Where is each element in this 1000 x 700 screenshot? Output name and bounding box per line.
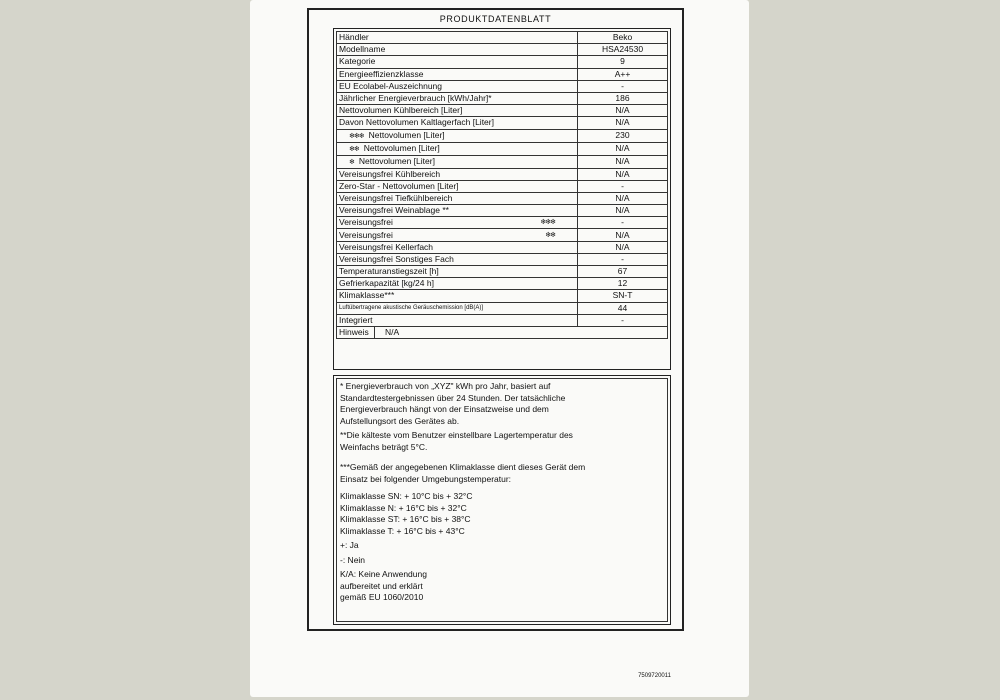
snowflake-rating-icon: ❄❄❄ (540, 219, 555, 227)
data-row (337, 32, 668, 44)
snowflake-rating-icon: ❄❄❄ (349, 132, 364, 140)
row-value: SN-T (578, 290, 668, 302)
row-value: N/A (578, 117, 668, 129)
row-value: N/A (578, 155, 668, 168)
row-value: - (578, 314, 668, 326)
row-label: Vereisungsfrei Weinablage ** (339, 205, 449, 216)
note-line: Standardtestergebnissen über 24 Stunden. Der tatsächliche (340, 392, 566, 403)
row-value: N/A (578, 142, 668, 155)
row-label: Vereisungsfrei (339, 217, 393, 228)
row-label: Kategorie (339, 56, 376, 67)
note-line: Aufstellungsort des Gerätes ab. (340, 415, 460, 426)
row-value: N/A (578, 192, 668, 204)
note-line: gemäß EU 1060/2010 (340, 592, 424, 602)
data-row (337, 56, 668, 68)
row-label: Klimaklasse*** (339, 290, 395, 301)
row-value: 186 (578, 92, 668, 104)
data-row (337, 44, 668, 56)
data-row (337, 155, 668, 168)
row-value: HSA24530 (578, 44, 668, 56)
data-row (337, 241, 668, 253)
row-label: Luftübertragene akustische Geräuschemission [dB(A)] (339, 304, 484, 311)
data-row (337, 142, 668, 155)
row-value: 12 (578, 278, 668, 290)
data-row (337, 180, 668, 192)
datasheet-title: PRODUKTDATENBLATT (439, 14, 552, 24)
row-label: Energieeffizienzklasse (339, 68, 424, 79)
row-value: N/A (578, 168, 668, 180)
note-line: +: Ja (340, 540, 359, 550)
product-data-table-box (333, 28, 671, 370)
row-label: Nettovolumen [Liter] (368, 129, 445, 140)
row-value: N/A (578, 241, 668, 253)
row-label: Integriert (339, 314, 373, 325)
note-line: Klimaklasse SN: + 10°C bis + 32°C (340, 491, 473, 501)
row-value: N/A (578, 105, 668, 117)
data-row (337, 168, 668, 180)
row-label: Nettovolumen Kühlbereich [Liter] (339, 105, 463, 116)
note-line: Klimaklasse ST: + 16°C bis + 38°C (340, 514, 471, 524)
datasheet-frame (307, 8, 684, 631)
note-line: ***Gemäß der angegebenen Klimaklasse dient dieses Gerät dem (340, 462, 586, 472)
row-label: Händler (339, 32, 369, 43)
data-row (337, 314, 668, 326)
note-line: Energieverbrauch hängt von der Einsatzweise und dem (340, 404, 549, 414)
row-value: N/A (578, 229, 668, 241)
row-value: - (578, 180, 668, 192)
hinweis-row (337, 326, 668, 338)
row-value: N/A (578, 205, 668, 217)
document-page (250, 0, 749, 697)
row-value: A++ (578, 68, 668, 80)
data-row (337, 80, 668, 92)
data-row (337, 129, 668, 142)
hinweis-label: Hinweis (337, 327, 375, 338)
row-value: 9 (578, 56, 668, 68)
data-row (337, 266, 668, 278)
row-label: Jährlicher Energieverbrauch [kWh/Jahr]* (339, 93, 492, 104)
snowflake-rating-icon: ❄❄ (349, 145, 359, 153)
data-row (337, 229, 668, 241)
row-value: - (578, 253, 668, 265)
row-label: Nettovolumen [Liter] (358, 155, 435, 166)
row-value: Beko (578, 32, 668, 44)
product-data-table (336, 31, 668, 339)
data-row (337, 205, 668, 217)
data-row (337, 302, 668, 314)
data-row (337, 278, 668, 290)
data-row (337, 290, 668, 302)
note-line: -: Nein (340, 554, 366, 565)
note-line: Klimaklasse T: + 16°C bis + 43°C (340, 525, 465, 536)
data-row (337, 217, 668, 229)
snowflake-rating-icon: ❄❄ (545, 231, 555, 239)
row-value: - (578, 217, 668, 229)
note-line: Einsatz bei folgender Umgebungstemperatur: (340, 473, 512, 484)
note-line: **Die kälteste vom Benutzer einstellbare Lagertemperatur des (340, 430, 573, 440)
row-value: 44 (578, 302, 668, 314)
row-label: Temperaturanstiegszeit [h] (339, 266, 439, 277)
footnotes-box (333, 375, 671, 625)
row-value: 230 (578, 129, 668, 142)
data-row (337, 192, 668, 204)
row-label: Vereisungsfrei Kellerfach (339, 241, 434, 252)
data-row (337, 253, 668, 265)
row-label: Vereisungsfrei Kühlbereich (339, 168, 441, 179)
row-label: EU Ecolabel-Auszeichnung (339, 80, 443, 91)
row-label: Modellname (339, 44, 386, 55)
data-row (337, 105, 668, 117)
footnotes (336, 378, 668, 622)
row-label: Davon Nettovolumen Kaltlagerfach [Liter] (339, 117, 494, 128)
row-label: Gefrierkapazität [kg/24 h] (339, 278, 434, 289)
row-label: Vereisungsfrei Sonstiges Fach (339, 253, 454, 264)
note-line: aufbereitet und erklärt (340, 580, 423, 591)
row-label: Vereisungsfrei (339, 229, 393, 240)
row-value: 67 (578, 266, 668, 278)
note-line: K/A: Keine Anwendung (340, 569, 427, 579)
data-row (337, 68, 668, 80)
data-row (337, 92, 668, 104)
row-label: Nettovolumen [Liter] (363, 142, 440, 153)
snowflake-rating-icon: ❄ (349, 158, 354, 166)
row-label: Zero-Star - Nettovolumen [Liter] (339, 180, 459, 191)
note-line: Klimaklasse N: + 16°C bis + 32°C (340, 502, 467, 513)
data-row (337, 117, 668, 129)
document-code: 7509720011 (638, 673, 671, 679)
row-value: - (578, 80, 668, 92)
hinweis-value: N/A (385, 327, 400, 338)
note-line: Weinfachs beträgt 5°C. (340, 441, 428, 452)
row-label: Vereisungsfrei Tiefkühlbereich (339, 192, 453, 203)
note-line: * Energieverbrauch von „XYZ" kWh pro Jahr, basiert auf (340, 381, 551, 391)
